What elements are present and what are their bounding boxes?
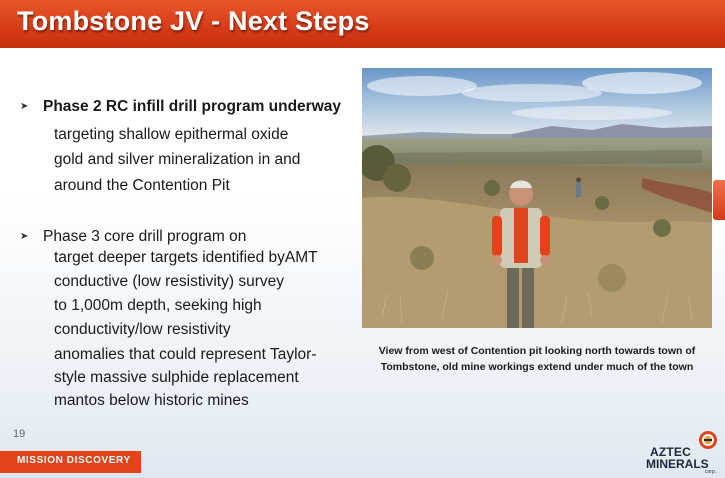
photo-caption <box>362 343 712 375</box>
caption-line-2: Tombstone, old mine workings extend under much of the town <box>380 361 694 373</box>
logo-text-corp: corp. <box>705 469 717 475</box>
bullet-1-line-2: targeting shallow epithermal oxide <box>54 126 289 143</box>
chevron-right-icon: ➤ <box>20 231 29 242</box>
logo-text-minerals: MINERALS <box>646 457 709 471</box>
bullet-2-line-6: anomalies that could represent Taylor- <box>54 346 317 363</box>
landscape-photo <box>362 68 712 328</box>
bullet-2-line-1: Phase 3 core drill program on <box>43 228 247 245</box>
bullet-1-line-1: Phase 2 RC infill drill program underway <box>43 98 342 115</box>
bullet-1-line-4: around the Contention Pit <box>54 177 230 194</box>
bullet-2-line-5: conductivity/low resistivity <box>54 321 231 338</box>
bullet-2-line-4: to 1,000m depth, seeking high <box>54 297 262 314</box>
bullet-2-line-3: conductive (low resistivity) survey <box>54 273 284 290</box>
side-tab-decoration <box>713 180 725 220</box>
logo-text-aztec: AZTEC <box>650 445 691 459</box>
bullet-2-line-2: target deeper targets identified byAMT <box>54 249 318 266</box>
bullet-2-line-8: mantos below historic mines <box>54 392 249 409</box>
page-number: 19 <box>13 428 26 440</box>
caption-line-1: View from west of Contention pit looking north towards town of <box>378 345 696 357</box>
chevron-right-icon: ➤ <box>20 101 29 112</box>
slide-title: Tombstone JV - Next Steps <box>17 6 370 36</box>
bullet-1-line-3: gold and silver mineralization in and <box>54 151 301 168</box>
footer-label: MISSION DISCOVERY <box>17 455 131 466</box>
bullet-2-line-7: style massive sulphide replacement <box>54 369 299 386</box>
